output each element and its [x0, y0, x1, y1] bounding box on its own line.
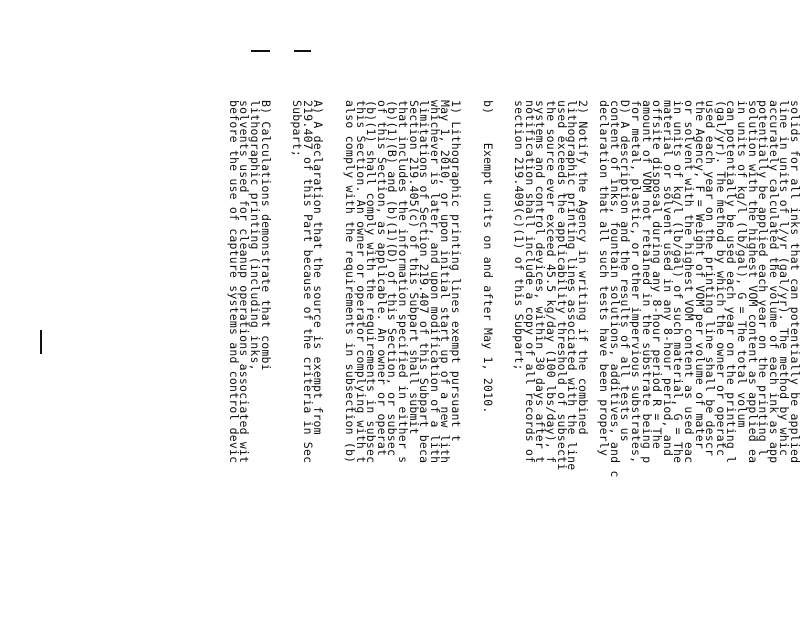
text-line: whichever is later, and upon modification of a lith — [427, 100, 442, 464]
item-b-label: b) — [480, 100, 495, 115]
text-line: used each year on the printing line shall be descr — [703, 100, 718, 457]
text-line: May 1, 2010, or upon initial start up of a new lith — [438, 100, 453, 464]
text-line: (b)(1)(B) and (b)(1)(D) of this Section, or subsec — [385, 100, 400, 457]
text-line: can potentially be used each year on the printing l — [724, 100, 739, 464]
text-line: declaration that all such tests have been properly — [597, 100, 612, 457]
text-line: (gal/yr). The method by which the owner or operatc — [713, 100, 728, 457]
text-line: material or solvent used in any 8-hour period, and — [660, 100, 675, 457]
text-line: solution with the highest VOM content as applied ea — [745, 100, 760, 464]
text-line: lithographic printing lines associated with the line — [565, 100, 580, 471]
text-line: potentially be applied each year on the printing l — [756, 100, 771, 457]
rotated-text-block — [144, 100, 800, 612]
text-line: Subpart; — [290, 100, 305, 157]
paragraph-top — [705, 100, 800, 612]
item-1 — [344, 100, 461, 612]
text-line: limitations of Section 219.407 of this Subpart beca — [417, 100, 432, 464]
text-line: D) A description and the results of all tests us — [618, 100, 633, 442]
text-line: line in units of l/yr (gal/yr). The method by whic — [777, 100, 792, 457]
text-line: 1) Lithographic printing lines exempt pursuant t — [448, 100, 463, 442]
text-line: Section 219.405(c) of this Subpart shall submit — [406, 100, 421, 435]
text-line: offsite disposal during any 8-hour period R = The — [650, 100, 665, 450]
text-line: that includes the information specified in either s — [396, 100, 410, 464]
text-line: for metal, plastic, or other impervious substrates, — [629, 100, 644, 464]
text-line: systems and control devices, within 30 days after t — [533, 100, 548, 464]
item-2 — [514, 100, 588, 612]
text-line: also comply with the requirements in subsection (b) — [343, 100, 358, 464]
text-line: the Agency, F = Weight of VOM per volume of mater — [692, 100, 707, 450]
text-line: or solvent with the highest VOM content as used eac — [682, 100, 697, 464]
text-line: solids for all inks that can potentially be applied — [788, 100, 802, 464]
text-line: content of inks, fountain solutions, additives, and c — [607, 100, 622, 478]
text-line: amount of VOM not retained in the substrate being p — [639, 100, 654, 464]
text-line: accurately calculated the volume of each ink as app — [766, 100, 781, 464]
text-line: 219.407 of this Part because of the criteria in Sec — [300, 100, 315, 464]
text-line: the source ever exceed 45.5 kg/day (100 lbs/day), f — [543, 100, 558, 464]
text-line: section 219.409(c)(1) of this Subpart; — [512, 100, 527, 371]
text-line: in units of kg/l (lb/gal), G = The total volum — [735, 100, 750, 428]
text-line: lithographic printing (including inks, — [248, 100, 263, 371]
text-line: (b)(1) shall comply with the requirements in subsec — [364, 100, 379, 464]
scan-mark-vertical-bar — [40, 330, 42, 354]
text-line: B) Calculations demonstrate that combi — [258, 100, 273, 371]
item-b-text: Exempt units on and after May 1, 2010. — [480, 142, 495, 414]
scan-mark-dash-right — [294, 50, 311, 52]
text-line: A) A declaration that the source is exempt from — [311, 100, 326, 435]
text-line: this Section. An owner or operator complying with t — [353, 100, 368, 464]
paragraph-mid — [599, 100, 705, 612]
text-line: of this Section, as applicable. An owner or operat — [374, 100, 389, 457]
text-line: in units of kg/l (lb/gal) of such material, G = The — [671, 100, 686, 464]
text-line: notification shall include a copy of all records of — [522, 100, 537, 464]
scan-mark-dash-left — [251, 50, 270, 52]
text-line: before the use of capture systems and control devic — [226, 100, 241, 464]
text-line: used exceeds the applicability threshold of subsecti — [554, 100, 569, 471]
text-line: solvents used for cleanup operations associated wit — [237, 100, 252, 464]
text-line: 2) Notify the Agency in writing if the combined — [575, 100, 590, 435]
item-b-heading — [482, 100, 493, 612]
item-A — [292, 100, 324, 612]
item-B — [226, 100, 273, 612]
